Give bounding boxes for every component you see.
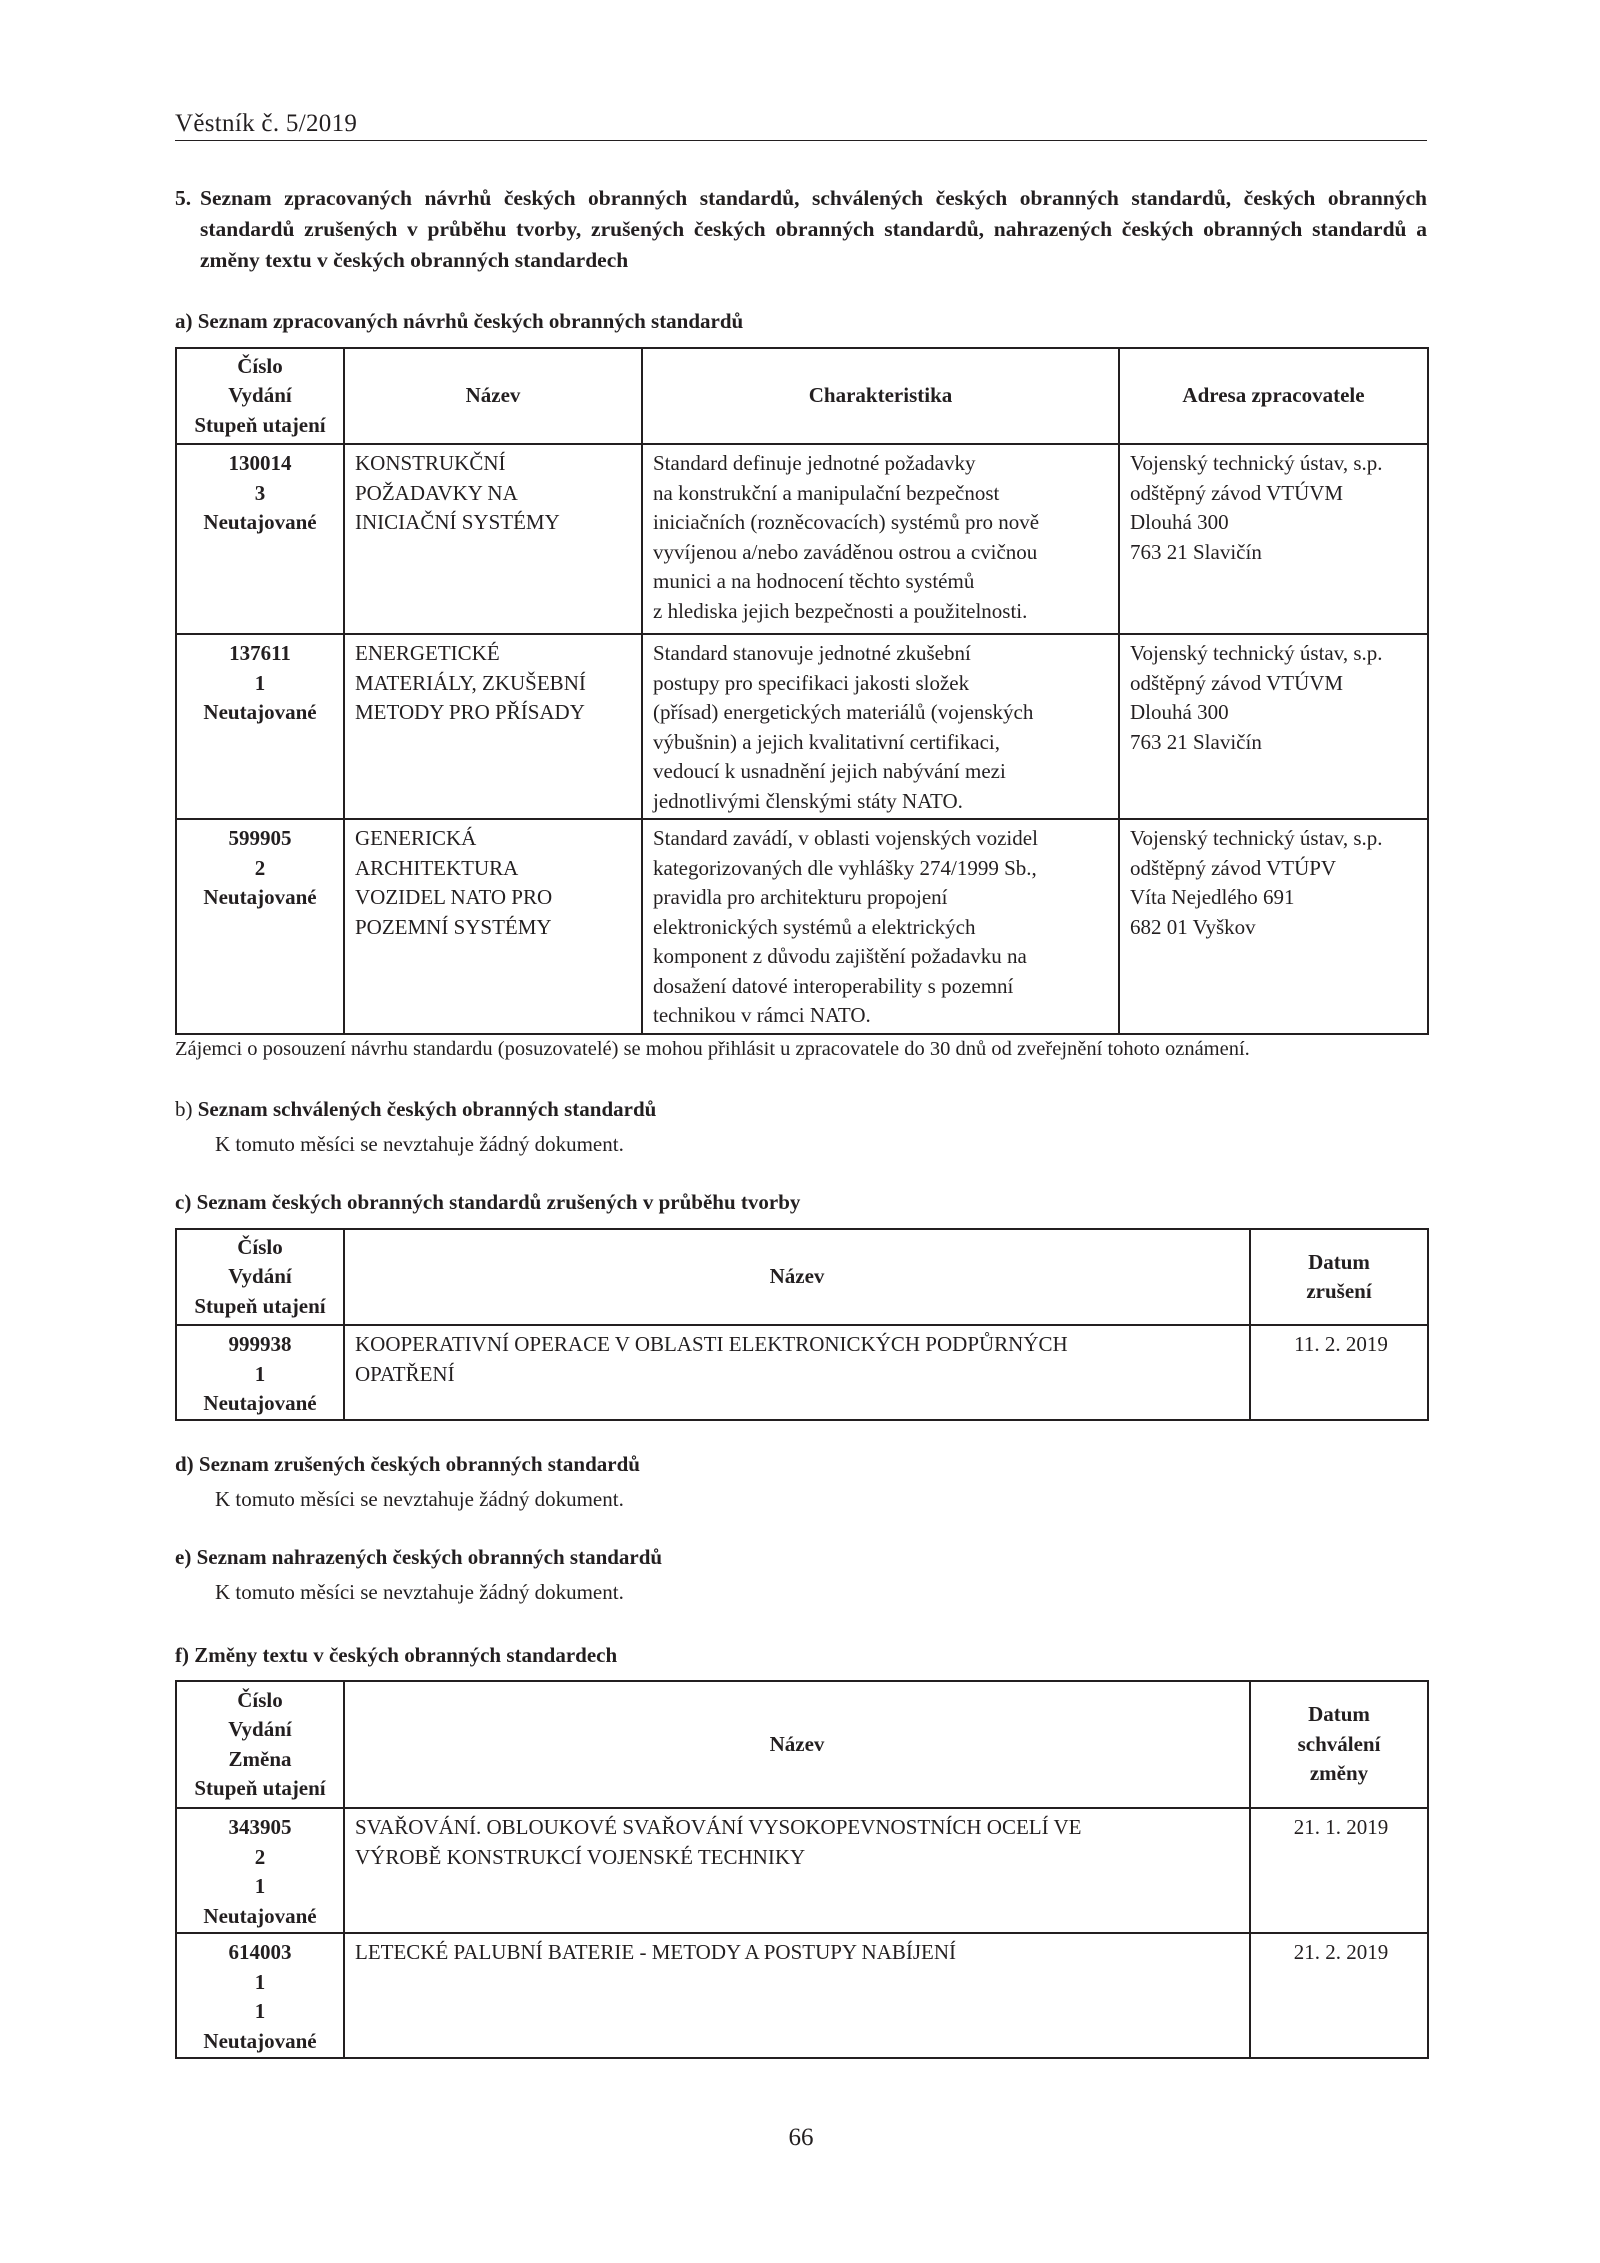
main-heading [175,183,1427,276]
cell-id [176,634,344,819]
section-e-title: e) Seznam nahrazených českých obranných standardů [175,1545,663,1569]
header-date: Datum zrušení [1250,1229,1428,1325]
text-line: METODY PRO PŘÍSADY [355,700,585,724]
table-row [176,444,1428,634]
text-line: 2 [254,855,266,880]
text-line: Neutajované [203,510,317,534]
text-line: ARCHITEKTURA [355,855,519,880]
cell-characteristics [642,819,1119,1034]
text-line: Dlouhá 300 [1130,700,1229,724]
text-line: 999938 [228,1332,292,1356]
text-line: iniciačních (rozněcovacích) systémů pro nově [653,510,1040,534]
text-line: vedoucí k usnadnění jejich nabývání mezi [653,759,1006,783]
cell-characteristics [642,634,1119,819]
header-address: Adresa zpracovatele [1119,348,1428,444]
text-line: 137611 [229,641,291,665]
text-line: 130014 [228,451,292,475]
header-name: Název [344,1681,1250,1808]
header-characteristics: Charakteristika [642,348,1119,444]
text-line: POŽADAVKY NA [355,480,518,505]
text-line: Dlouhá 300 [1130,510,1229,534]
text-line: 3 [254,480,266,505]
table-a-header-row [176,348,1428,444]
text-line: vyvíjenou a/nebo zaváděnou ostrou a cvičnou [653,539,1038,564]
table-row [176,1808,1428,1933]
text-line: postupy pro specifikaci jakosti složek [653,670,970,695]
section-e-note: K tomuto měsíci se nevztahuje žádný dokument. [215,1580,624,1604]
text-line: 1 [254,1969,266,1994]
cell-address [1119,634,1428,819]
table-f [175,1680,1429,2059]
text-line: odštěpný závod VTÚVM [1130,670,1344,695]
text-line: dosažení datové interoperability s pozemní [653,973,1014,998]
text-line: GENERICKÁ [355,826,477,850]
table-f-header-row [176,1681,1428,1808]
text-line: MATERIÁLY, ZKUŠEBNÍ [355,670,586,695]
header-id: Číslo Vydání Stupeň utajení [176,1229,344,1325]
table-row [176,1933,1428,2058]
cell-name [344,634,642,819]
header-id: Číslo Vydání Změna Stupeň utajení [176,1681,344,1808]
table-row [176,819,1428,1034]
page-number: 66 [788,2124,814,2151]
text-line: KOOPERATIVNÍ OPERACE V OBLASTI ELEKTRONICKÝCH PODPŮRNÝCH [355,1332,1068,1356]
text-line: 1 [254,1874,266,1898]
text-line: odštěpný závod VTÚPV [1130,855,1337,880]
text-line: Neutajované [203,885,317,909]
text-line: POZEMNÍ SYSTÉMY [355,914,552,939]
text-line: munici a na hodnocení těchto systémů [653,569,975,593]
text-line: 763 21 Slavičín [1130,729,1262,754]
section-a-note: Zájemci o posouzení návrhu standardu (posuzovatelé) se mohou přihlásit u zpracovatele do 30 dnů od zveřejnění tohoto oznámení. [175,1038,1250,1060]
cell-name [344,1325,1250,1420]
text-line: Standard zavádí, v oblasti vojenských vozidel [653,826,1038,850]
text-line: 343905 [228,1815,292,1839]
table-c [175,1228,1429,1421]
cell-id [176,444,344,634]
text-line: OPATŘENÍ [355,1361,455,1386]
text-line: ENERGETICKÉ [355,641,500,665]
text-line: Neutajované [203,700,317,724]
table-row [176,1325,1428,1420]
text-line: Vojenský technický ústav, s.p. [1130,641,1383,665]
table-c-header-row [176,1229,1428,1325]
text-line: 614003 [228,1940,292,1964]
header-name: Název [344,348,642,444]
text-line: (přísad) energetických materiálů (vojenských [653,700,1034,724]
table-row [176,634,1428,819]
cell-date: 11. 2. 2019 [1250,1325,1428,1420]
text-line: Vojenský technický ústav, s.p. [1130,451,1383,475]
section-c-title: c) Seznam českých obranných standardů zrušených v průběhu tvorby [175,1190,801,1214]
text-line: 1 [254,1361,266,1386]
section-a-title: a) Seznam zpracovaných návrhů českých obranných standardů [175,309,744,333]
cell-id [176,1808,344,1933]
page-header: Věstník č. 5/2019 [175,110,1427,141]
text-line: Víta Nejedlého 691 [1130,885,1295,909]
cell-name [344,819,642,1034]
text-line: kategorizovaných dle vyhlášky 274/1999 Sb., [653,855,1037,880]
text-line: KONSTRUKČNÍ [355,451,506,475]
text-line: 2 [254,1844,266,1869]
text-line: elektronických systémů a elektrických [653,914,976,939]
cell-characteristics [642,444,1119,634]
text-line: 1 [254,1999,266,2023]
text-line: 599905 [228,826,292,850]
text-line: pravidla pro architekturu propojení [653,885,948,909]
cell-id [176,819,344,1034]
header-name: Název [344,1229,1250,1325]
text-line: Standard definuje jednotné požadavky [653,451,976,475]
cell-name [344,444,642,634]
text-line: technikou v rámci NATO. [653,1003,871,1027]
text-line: VOZIDEL NATO PRO [355,885,553,909]
cell-name [344,1808,1250,1933]
text-line: komponent z důvodu zajištění požadavku na [653,944,1027,968]
text-line: odštěpný závod VTÚVM [1130,480,1344,505]
cell-id [176,1933,344,2058]
text-line: Neutajované [203,2028,317,2053]
text-line: Vojenský technický ústav, s.p. [1130,826,1383,850]
heading-text: Seznam zpracovaných návrhů českých obranných standardů, schválených českých obranných standardů, českých obranných standardů zrušených v průběhu tvorby, zrušených českých obranných standardů, nahrazených českých obranných standardů a změny textu v českých obranných standardech [200,186,1427,272]
text-line: 1 [254,670,266,695]
table-a [175,347,1429,1035]
text-line: 682 01 Vyškov [1130,914,1256,939]
text-line: jednotlivými členskými státy NATO. [653,788,963,813]
text-line: INICIAČNÍ SYSTÉMY [355,510,560,534]
cell-id [176,1325,344,1420]
text-line: 763 21 Slavičín [1130,539,1262,564]
header-id: Číslo Vydání Stupeň utajení [176,348,344,444]
text-line: Neutajované [203,1391,317,1415]
header-date: Datum schválení změny [1250,1681,1428,1808]
text-line: VÝROBĚ KONSTRUKCÍ VOJENSKÉ TECHNIKY [355,1844,806,1869]
cell-address [1119,444,1428,634]
text-line: z hlediska jejich bezpečnosti a použitelnosti. [653,598,1028,623]
text-line: výbušnin) a jejich kvalitativní certifikaci, [653,729,1000,754]
section-b-note: K tomuto měsíci se nevztahuje žádný dokument. [215,1132,624,1156]
section-b-title: b) Seznam schválených českých obranných standardů [175,1097,657,1121]
text-line: SVAŘOVÁNÍ. OBLOUKOVÉ SVAŘOVÁNÍ VYSOKOPEVNOSTNÍCH OCELÍ VE [355,1815,1082,1839]
cell-date: 21. 2. 2019 [1250,1933,1428,2058]
cell-date: 21. 1. 2019 [1250,1808,1428,1933]
text-line: Neutajované [203,1903,317,1928]
text-line: Standard stanovuje jednotné zkušební [653,641,971,665]
section-d-note: K tomuto měsíci se nevztahuje žádný dokument. [215,1487,624,1511]
text-line: LETECKÉ PALUBNÍ BATERIE - METODY A POSTUPY NABÍJENÍ [355,1940,957,1964]
text-line: na konstrukční a manipulační bezpečnost [653,480,1000,505]
section-f-title: f) Změny textu v českých obranných standardech [175,1643,618,1667]
cell-address [1119,819,1428,1034]
heading-number: 5. [175,186,192,210]
section-d-title: d) Seznam zrušených českých obranných standardů [175,1452,640,1476]
cell-name [344,1933,1250,2058]
